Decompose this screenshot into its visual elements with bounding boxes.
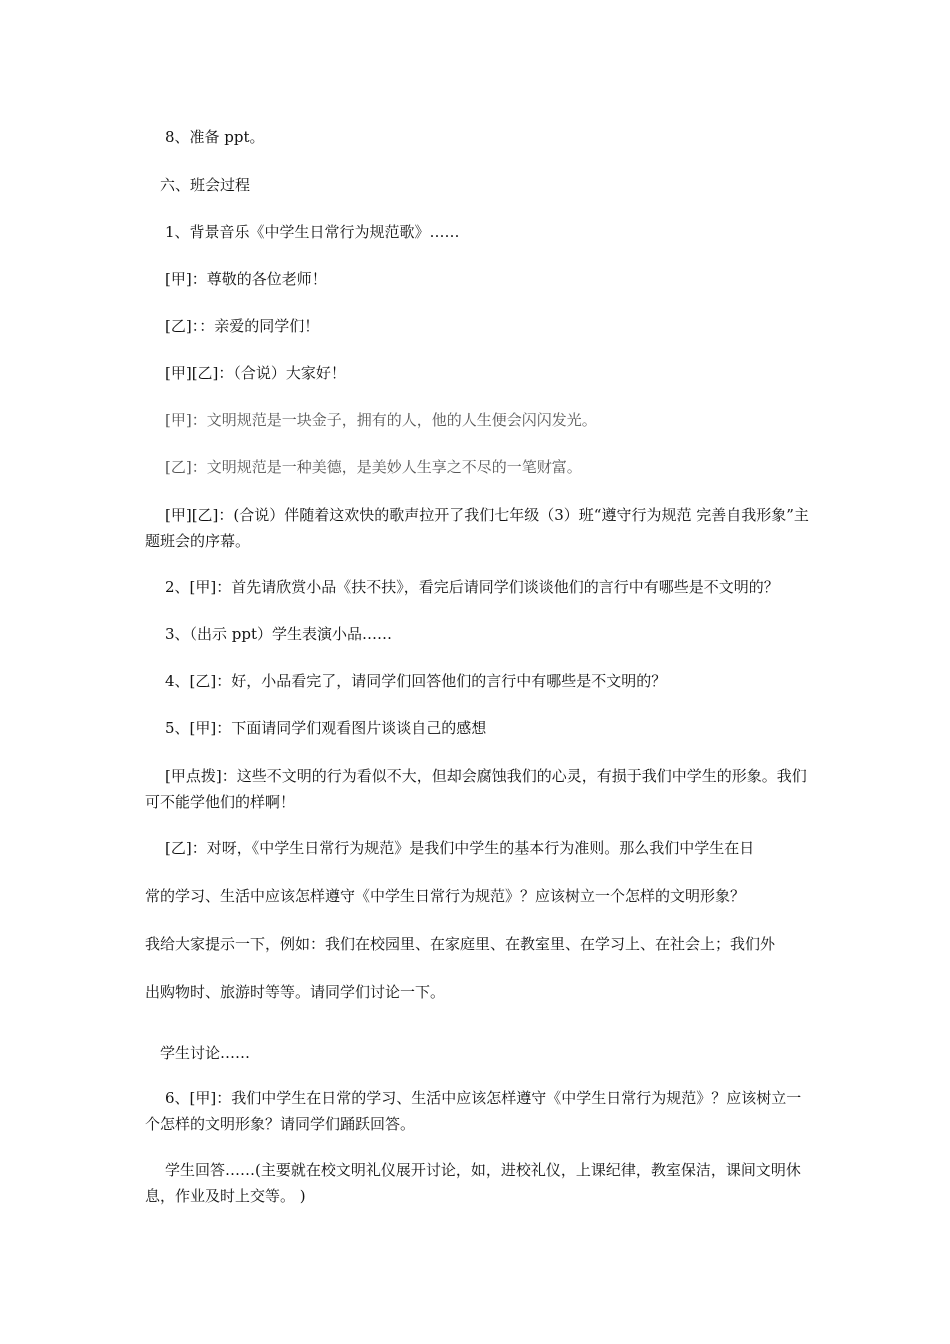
paragraph-step-5: 5、[甲]：下面请同学们观看图片谈谈自己的感想 bbox=[165, 719, 487, 737]
dialogue-line: [乙]：：亲爱的同学们！ bbox=[165, 317, 320, 335]
dialogue-line: [甲][乙]：(合说）伴随着这欢快的歌声拉开了我们七年级（3）班“遵守行为规范 完善自我形象”主题班会的序幕。 bbox=[145, 506, 809, 550]
paragraph-student-answer: 学生回答……(主要就在校文明礼仪展开讨论，如，进校礼仪，上课纪律，教室保洁，课间文明休息，作业及时上交等。 ) bbox=[145, 1161, 801, 1205]
paragraph-step-4: 4、[乙]：好，小品看完了，请同学们回答他们的言行中有哪些是不文明的？ bbox=[165, 672, 667, 690]
dialogue-line: [乙]：对呀，《中学生日常行为规范》是我们中学生的基本行为准则。那么我们中学生在日 bbox=[165, 839, 755, 857]
dialogue-line: [甲点拨]：这些不文明的行为看似不大，但却会腐蚀我们的心灵，有损于我们中学生的形象。我们可不能学他们的样啊！ bbox=[145, 767, 807, 811]
paragraph-student-discussion: 学生讨论…… bbox=[160, 1044, 251, 1062]
paragraph-continuation: 常的学习、生活中应该怎样遵守《中学生日常行为规范》？应该树立一个怎样的文明形象？ bbox=[145, 887, 746, 905]
dialogue-line: [甲]：文明规范是一块金子，拥有的人，他的人生便会闪闪发光。 bbox=[165, 411, 597, 429]
paragraph-prep-ppt: 8、准备 ppt。 bbox=[165, 128, 265, 146]
paragraph-continuation: 我给大家提示一下，例如：我们在校园里、在家庭里、在教室里、在学习上、在社会上；我们外 bbox=[145, 935, 776, 953]
paragraph-step-6: 6、[甲]：我们中学生在日常的学习、生活中应该怎样遵守《中学生日常行为规范》？应该树立一个怎样的文明形象？请同学们踊跃回答。 bbox=[145, 1089, 802, 1133]
paragraph-background-music: 1、背景音乐《中学生日常行为规范歌》…… bbox=[165, 223, 460, 241]
dialogue-line: [甲]：尊敬的各位老师！ bbox=[165, 270, 327, 288]
dialogue-line: [乙]：文明规范是一种美德，是美妙人生享之不尽的一笔财富。 bbox=[165, 458, 582, 476]
paragraph-step-2: 2、[甲]：首先请欣赏小品《扶不扶》，看完后请同学们谈谈他们的言行中有哪些是不文明的？ bbox=[165, 578, 779, 596]
heading-meeting-process: 六、班会过程 bbox=[160, 176, 251, 194]
paragraph-step-3: 3、（出示 ppt）学生表演小品…… bbox=[165, 625, 393, 643]
dialogue-line: [甲][乙]：（合说）大家好！ bbox=[165, 364, 346, 382]
paragraph-continuation: 出购物时、旅游时等等。请同学们讨论一下。 bbox=[145, 983, 446, 1001]
